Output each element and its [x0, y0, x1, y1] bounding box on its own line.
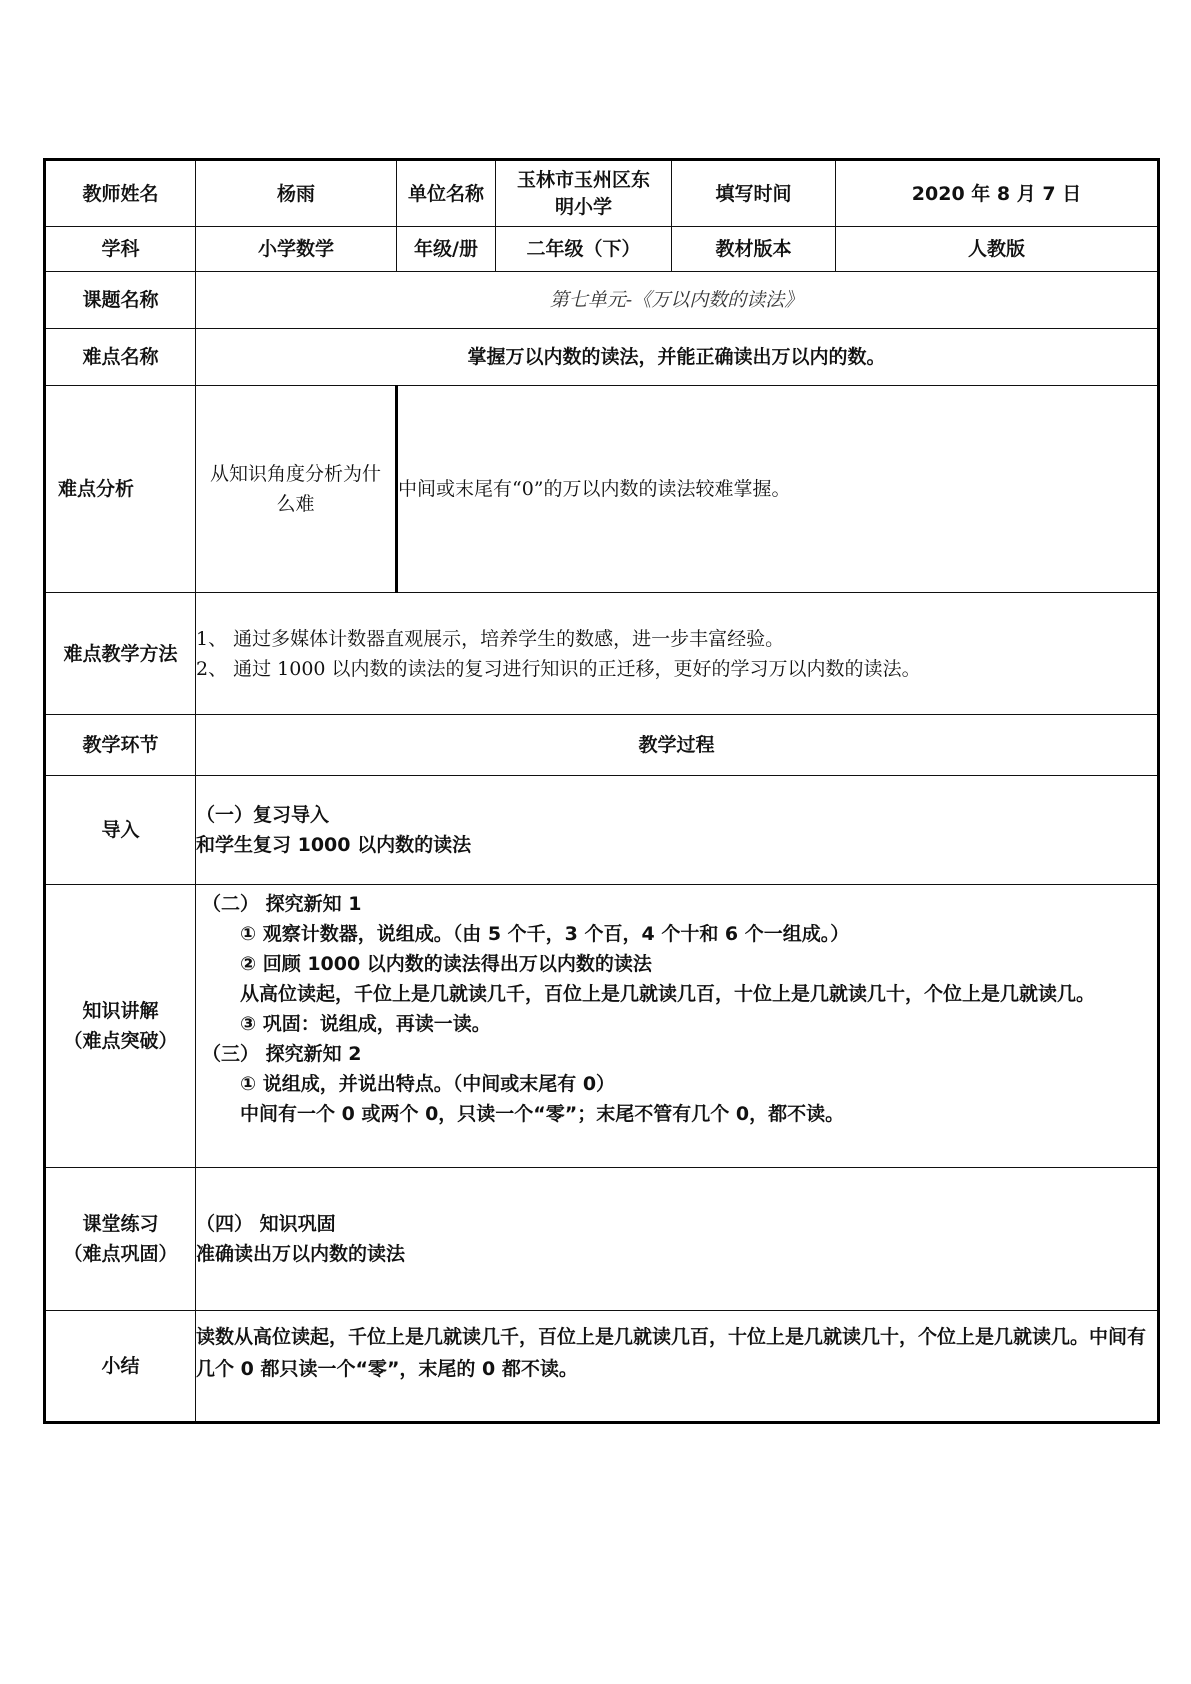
topic-label: 课题名称 [45, 272, 196, 329]
intro-heading: （一）复习导入 [196, 804, 330, 826]
analysis-sub-label: 从知识角度分析为什么难 [196, 386, 397, 593]
difficulty-label: 难点名称 [45, 329, 196, 386]
knowledge-rule: 从高位读起，千位上是几就读几千，百位上是几就读几百，十位上是几就读几十，个位上是几就读几。 [240, 983, 1096, 1005]
unit-label: 单位名称 [397, 160, 496, 227]
method-item: 2、 通过 1000 以内数的读法的复习进行知识的正迁移，更好的学习万以内数的读法。 [196, 657, 921, 680]
practice-heading: （四） 知识巩固 [196, 1213, 336, 1235]
knowledge-row [45, 885, 1159, 1168]
date-value: 2020 年 8 月 7 日 [836, 160, 1159, 227]
process-header-row [45, 715, 1159, 776]
knowledge-heading-1: （二） 探究新知 1 [202, 893, 362, 915]
subject-value: 小学数学 [196, 227, 397, 272]
grade-label: 年级/册 [397, 227, 496, 272]
knowledge-rule: 中间有一个 0 或两个 0，只读一个“零”；末尾不管有几个 0，都不读。 [240, 1103, 845, 1125]
topic-value: 第七单元-《万以内数的读法》 [196, 272, 1159, 329]
difficulty-value: 掌握万以内数的读法，并能正确读出万以内的数。 [196, 329, 1159, 386]
method-item: 1、 通过多媒体计数器直观展示，培养学生的数感，进一步丰富经验。 [196, 627, 785, 650]
teacher-name: 杨雨 [196, 160, 397, 227]
intro-label: 导入 [45, 776, 196, 885]
subject-label: 学科 [45, 227, 196, 272]
grade-value: 二年级（下） [496, 227, 672, 272]
methods-list [196, 593, 1159, 715]
teacher-label: 教师姓名 [45, 160, 196, 227]
analysis-label: 难点分析 [45, 386, 196, 593]
knowledge-heading-2: （三） 探究新知 2 [202, 1043, 362, 1065]
methods-label: 难点教学方法 [45, 593, 196, 715]
intro-text: 和学生复习 1000 以内数的读法 [196, 834, 472, 856]
knowledge-step: ① 观察计数器，说组成。（由 5 个千，3 个百，4 个十和 6 个一组成。） [240, 923, 850, 945]
edition-label: 教材版本 [672, 227, 836, 272]
practice-label-line1: 课堂练习 [82, 1213, 159, 1235]
analysis-value: 中间或末尾有“0”的万以内数的读法较难掌握。 [397, 386, 1159, 593]
knowledge-label [45, 885, 196, 1168]
practice-row [45, 1168, 1159, 1311]
summary-value: 读数从高位读起，千位上是几就读几千，百位上是几就读几百，十位上是几就读几十，个位上是几就读几。中间有几个 0 都只读一个“零”，末尾的 0 都不读。 [196, 1311, 1159, 1423]
knowledge-content [196, 885, 1159, 1168]
edition-value: 人教版 [836, 227, 1159, 272]
date-label: 填写时间 [672, 160, 836, 227]
knowledge-step: ① 说组成，并说出特点。（中间或末尾有 0） [240, 1073, 616, 1095]
intro-row [45, 776, 1159, 885]
knowledge-step: ② 回顾 1000 以内数的读法得出万以内数的读法 [240, 953, 652, 975]
summary-row [45, 1311, 1159, 1423]
stage-label: 教学环节 [45, 715, 196, 776]
summary-label: 小结 [45, 1311, 196, 1423]
unit-name: 玉林市玉州区东明小学 [496, 160, 672, 227]
header-row-1 [45, 160, 1159, 227]
topic-row [45, 272, 1159, 329]
intro-content [196, 776, 1159, 885]
practice-label-line2: （难点巩固） [63, 1243, 178, 1265]
header-row-2 [45, 227, 1159, 272]
analysis-row [45, 386, 1159, 593]
knowledge-label-line1: 知识讲解 [82, 1000, 159, 1022]
knowledge-label-line2: （难点突破） [63, 1030, 178, 1052]
practice-label [45, 1168, 196, 1311]
practice-content [196, 1168, 1159, 1311]
process-label: 教学过程 [196, 715, 1159, 776]
difficulty-row [45, 329, 1159, 386]
practice-text: 准确读出万以内数的读法 [196, 1243, 406, 1265]
knowledge-step: ③ 巩固：说组成，再读一读。 [240, 1013, 491, 1035]
lesson-plan-table [43, 158, 1160, 1424]
methods-row [45, 593, 1159, 715]
